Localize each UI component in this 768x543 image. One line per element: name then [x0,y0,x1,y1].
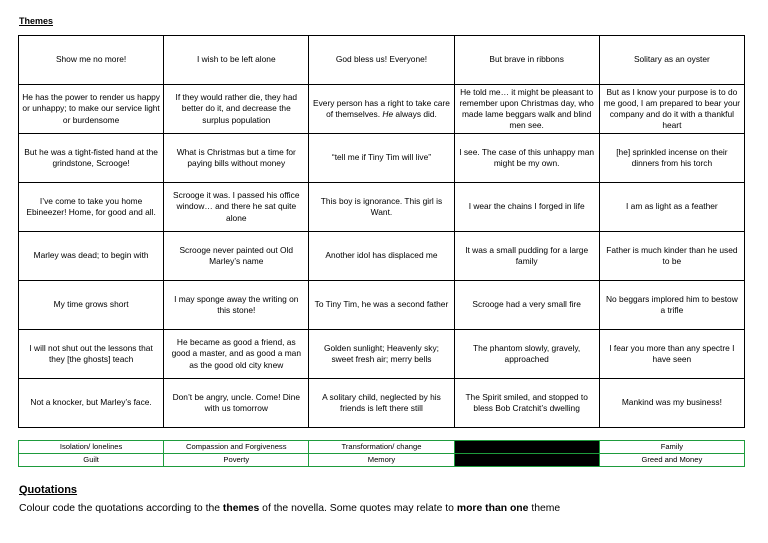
quote-cell[interactable]: The Spirit smiled, and stopped to bless Bob Cratchit’s dwelling [454,379,599,428]
quote-cell[interactable]: I see. The case of this unhappy man might be my own. [454,134,599,183]
instructions-text [19,503,560,514]
theme-key-color-swatch [454,441,599,454]
quote-cell[interactable]: He told me… it might be pleasant to remember upon Christmas day, who made lame beggars walk and blind men see. [454,85,599,134]
quote-row [19,379,745,428]
quote-row [19,330,745,379]
quote-cell[interactable]: My time grows short [19,281,164,330]
quote-cell[interactable]: Marley was dead; to begin with [19,232,164,281]
quote-cell[interactable]: Not a knocker, but Marley’s face. [19,379,164,428]
quote-cell[interactable]: [he] sprinkled incense on their dinners from his torch [599,134,744,183]
theme-key-cell: Compassion and Forgiveness [164,441,309,454]
instructions-bold: more than one [456,503,529,514]
quote-cell[interactable]: Show me no more! [19,36,164,85]
instructions-part: Colour code the quotations according to the [19,503,223,514]
quote-cell[interactable]: “tell me if Tiny Tim will live” [309,134,454,183]
theme-key-cell: Memory [309,454,454,467]
theme-key-table [18,440,745,467]
quote-cell[interactable]: What is Christmas but a time for paying bills without money [164,134,309,183]
quote-cell[interactable]: I will not shut out the lessons that they [the ghosts] teach [19,330,164,379]
quote-row [19,36,745,85]
quote-cell[interactable]: If they would rather die, they had better do it, and decrease the surplus population [164,85,309,134]
quote-cell[interactable]: I fear you more than any spectre I have seen [599,330,744,379]
quote-cell[interactable]: Golden sunlight; Heavenly sky; sweet fresh air; merry bells [309,330,454,379]
quote-cell[interactable]: Scrooge never painted out Old Marley’s name [164,232,309,281]
quote-cell[interactable]: He has the power to render us happy or unhappy; to make our service light or burdensome [19,85,164,134]
quote-cell[interactable]: A solitary child, neglected by his friends is left there still [309,379,454,428]
instructions-bold: themes [222,503,260,514]
quote-cell[interactable]: No beggars implored him to bestow a trifle [599,281,744,330]
quote-cell[interactable]: I may sponge away the writing on this stone! [164,281,309,330]
theme-key-cell: Transformation/ change [309,441,454,454]
theme-key-cell: Isolation/ lonelines [19,441,164,454]
theme-key-cell: Guilt [19,454,164,467]
quote-row [19,85,745,134]
quotes-table-body [19,36,745,428]
theme-key-cell: Greed and Money [599,454,744,467]
theme-key-cell: Family [599,441,744,454]
quote-cell[interactable]: Father is much kinder than he used to be [599,232,744,281]
quote-cell[interactable]: Every person has a right to take care of themselves. He always did. [309,85,454,134]
quote-cell[interactable]: Scrooge had a very small fire [454,281,599,330]
quote-cell[interactable]: The phantom slowly, gravely, approached [454,330,599,379]
quote-cell[interactable]: To Tiny Tim, he was a second father [309,281,454,330]
instructions-part: of the novella. Some quotes may relate to [259,503,457,514]
quote-row [19,232,745,281]
quote-row [19,281,745,330]
quote-cell[interactable]: Another idol has displaced me [309,232,454,281]
quote-cell[interactable]: He became as good a friend, as good a master, and as good a man as the good old city knew [164,330,309,379]
quote-cell[interactable]: Solitary as an oyster [599,36,744,85]
quote-cell[interactable]: God bless us! Everyone! [309,36,454,85]
theme-key-cell: Poverty [164,454,309,467]
quote-cell[interactable]: Scrooge it was. I passed his office window… and there he sat quite alone [164,183,309,232]
quote-cell[interactable]: But brave in ribbons [454,36,599,85]
quote-cell[interactable]: Don’t be angry, uncle. Come! Dine with us tomorrow [164,379,309,428]
quote-cell[interactable]: But as I know your purpose is to do me good, I am prepared to bear your company and do it with a thankful heart [599,85,744,134]
quote-row [19,134,745,183]
quotes-table [18,35,745,428]
quote-cell[interactable]: I wear the chains I forged in life [454,183,599,232]
theme-key-row [19,441,745,454]
quotations-title: Quotations [19,484,78,496]
quote-row [19,183,745,232]
instructions-part: theme [528,503,561,514]
themes-heading: Themes [19,16,54,26]
theme-key-row [19,454,745,467]
quote-cell[interactable]: Mankind was my business! [599,379,744,428]
quote-cell[interactable]: But he was a tight-fisted hand at the grindstone, Scrooge! [19,134,164,183]
quote-cell[interactable]: I wish to be left alone [164,36,309,85]
quote-cell[interactable]: I’ve come to take you home Ebineezer! Home, for good and all. [19,183,164,232]
quote-cell[interactable]: I am as light as a feather [599,183,744,232]
theme-key-color-swatch [454,454,599,467]
quote-cell[interactable]: This boy is ignorance. This girl is Want. [309,183,454,232]
quote-cell[interactable]: It was a small pudding for a large family [454,232,599,281]
